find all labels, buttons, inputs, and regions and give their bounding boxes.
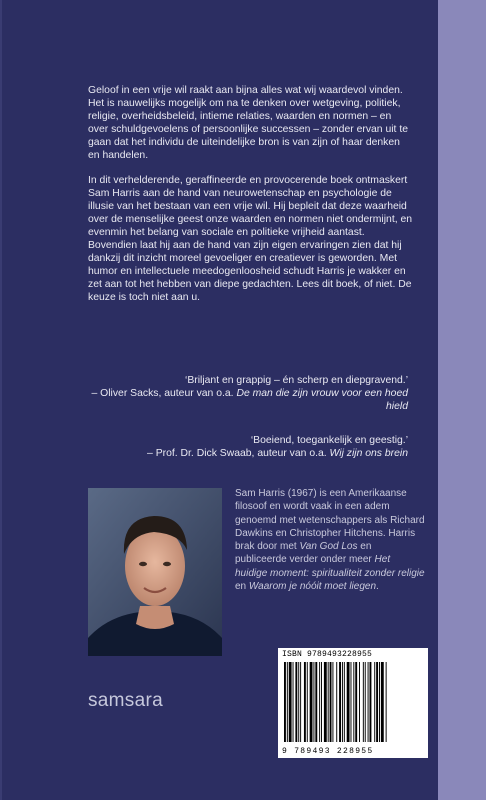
cover-edge [0,0,2,800]
quote-attribution [88,447,408,460]
review-quote-sacks [88,374,408,413]
bio-text: en publiceerde verder onder meer [235,541,375,566]
author-photo [88,488,222,656]
quote-work-title: Wij zijn ons brein [329,448,408,460]
blurb-text [88,84,413,316]
isbn-label: ISBN 9789493228955 [282,650,373,659]
author-bio [235,487,425,593]
quote-work-title: De man die zijn vrouw voor een hoed hield [236,388,408,413]
quote-text: ‘Briljant en grappig – én scherp en diepgravend.’ [185,375,408,386]
review-quote-swaab [88,434,408,460]
bio-book-title: Het huidige moment: spiritualiteit zonder religie [235,554,425,579]
barcode-bars-icon [284,662,422,742]
isbn-barcode [278,648,428,758]
bio-text: Sam Harris (1967) is een Amerikaanse filosoof en wordt vaak in een adem genoemd met wetenschappers als Richard Dawkins en Christopher Hitchens. Harris brak door met [235,488,425,553]
isbn-digits: 9 789493 228955 [282,747,374,756]
quote-text: ‘Boeiend, toegankelijk en geestig.’ [250,435,408,446]
publisher-logo: samsara [88,690,163,711]
blurb-paragraph-1: Geloof in een vrije wil raakt aan bijna alles wat wij waardevol vinden. Het is nauwelijks mogelijk om na te denken over wetgeving, politiek, religie, overheidsbeleid, intieme relaties, waarden en normen – en over schuldgevoelens of persoonlijke successen – zonder ervan uit te gaan dat het individu de uiteindelijke bron is van zijn of haar denken en handelen. [88,85,408,162]
quote-attribution [88,387,408,413]
bio-book-title: Waarom je nóóit moet liegen [248,581,377,593]
bio-text: en [235,581,249,593]
author-portrait-icon [88,488,222,656]
book-spine [438,0,486,800]
quote-author: – Prof. Dr. Dick Swaab, auteur van o.a. [147,448,330,460]
bio-book-title: Van God Los [299,541,358,553]
blurb-paragraph-2: In dit verhelderende, geraffineerde en provocerende boek ontmaskert Sam Harris aan de hand van neurowetenschap en psychologie de illusie van het bestaan van een vrije wil. Hij bepleit dat deze waarheid over de menselijke geest onze waarden en normen niet ondermijnt, en evenmin het belang van sociale en politieke vrijheid aantast. Bovendien laat hij aan de hand van zijn eigen ervaringen zien dat hij dankzij dit inzicht moreel gevoeliger en creatiever is geworden. Met humor en intellectuele meedogenloosheid schudt Harris je wakker en zet aan tot het hebben van diepe gedachten. Lees dit boek, of niet. De keuze is toch niet aan u. [88,174,413,304]
quote-author: – Oliver Sacks, auteur van o.a. [91,388,237,400]
bio-text: . [376,581,379,593]
